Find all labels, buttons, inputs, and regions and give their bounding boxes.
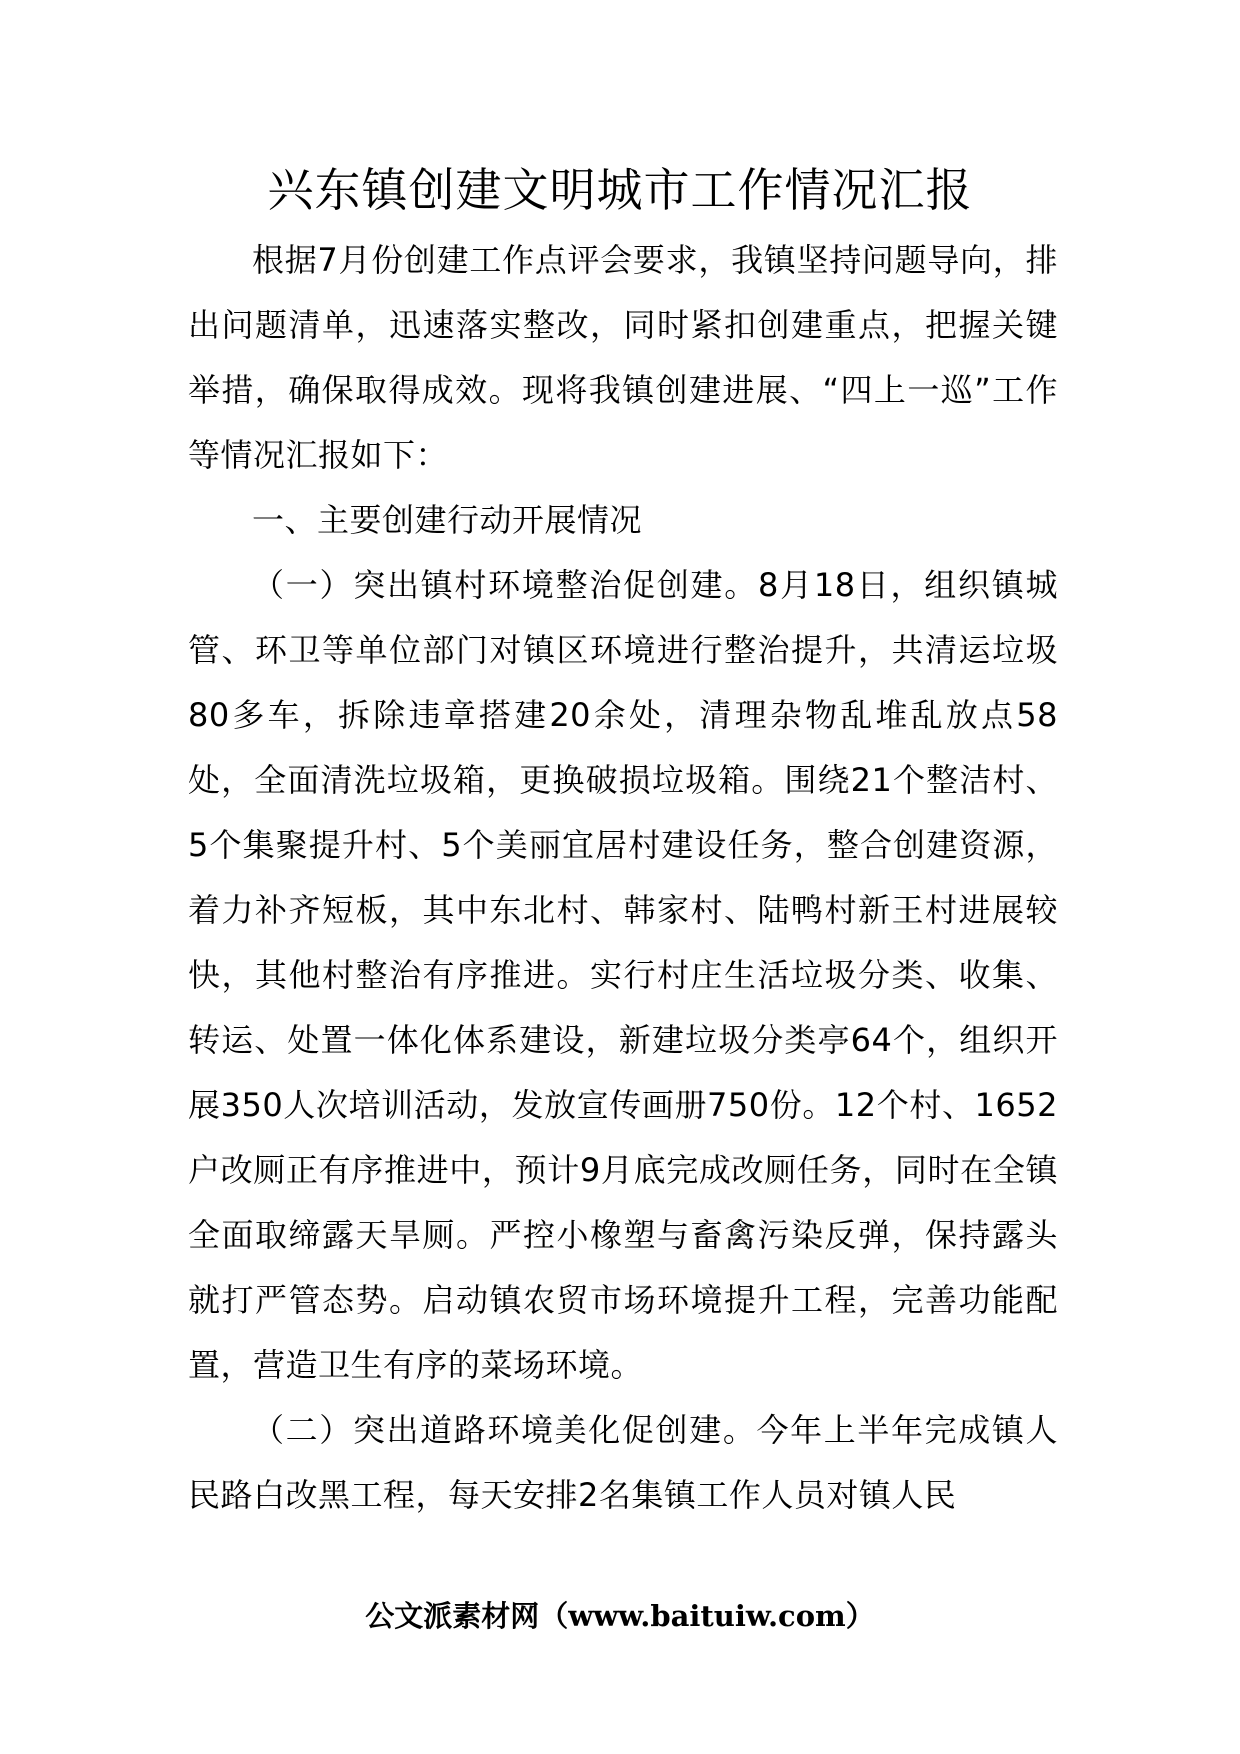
section-heading-1: 一、主要创建行动开展情况 bbox=[252, 501, 643, 539]
document-body bbox=[188, 228, 1058, 1528]
paragraph-intro: 根据7月份创建工作点评会要求，我镇坚持问题导向，排出问题清单，迅速落实整改，同时紧扣创建重点，把握关键举措，确保取得成效。现将我镇创建进展、“四上一巡”工作等情况汇报如下： bbox=[188, 241, 1058, 474]
document-title: 兴东镇创建文明城市工作情况汇报 bbox=[267, 163, 973, 217]
paragraph-section-1-2: （二）突出道路环境美化促创建。今年上半年完成镇人民路白改黑工程，每天安排2名集镇工作人员对镇人民 bbox=[188, 1411, 1058, 1514]
footer-watermark: 公文派素材网（www.baituiw.com） bbox=[365, 1599, 875, 1633]
paragraph-section-1-1: （一）突出镇村环境整治促创建。8月18日，组织镇城管、环卫等单位部门对镇区环境进行整治提升，共清运垃圾80多车，拆除违章搭建20余处，清理杂物乱堆乱放点58处，全面清洗垃圾箱，更换破损垃圾箱。围绕21个整洁村、5个集聚提升村、5个美丽宜居村建设任务，整合创建资源，着力补齐短板，其中东北村、韩家村、陆鸭村新王村进展较快，其他村整治有序推进。实行村庄生活垃圾分类、收集、转运、处置一体化体系建设，新建垃圾分类亭64个，组织开展350人次培训活动，发放宣传画册750份。12个村、1652户改厕正有序推进中，预计9月底完成改厕任务，同时在全镇全面取缔露天旱厕。严控小橡塑与畜禽污染反弹，保持露头就打严管态势。启动镇农贸市场环境提升工程，完善功能配置，营造卫生有序的菜场环境。 bbox=[188, 566, 1058, 1384]
